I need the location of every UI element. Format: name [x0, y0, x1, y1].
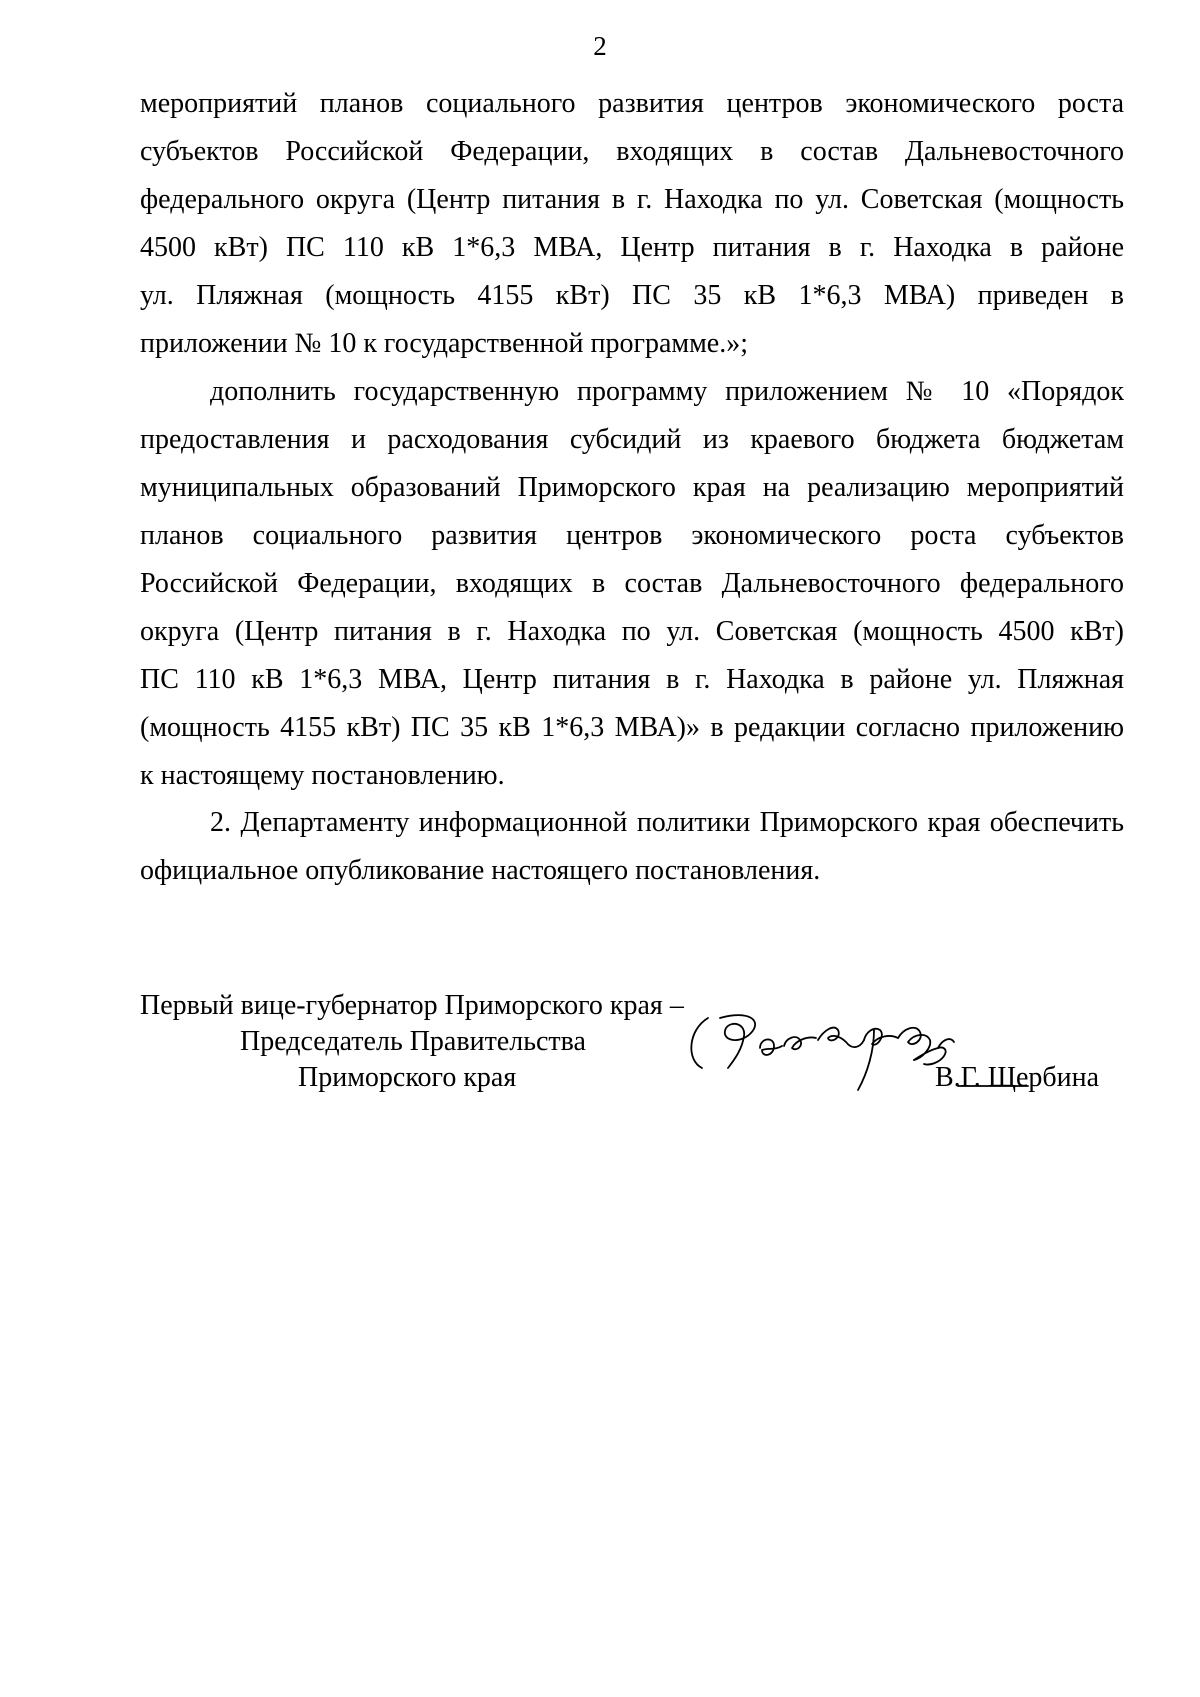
paragraph-supplement: [140, 368, 1124, 800]
text-line: 2. Департаменту информационной политики Приморского края обеспечить: [210, 807, 1124, 838]
signatory-name: В.Г. Щербина: [935, 1062, 1100, 1093]
text-line: федерального округа (Центр питания в г. Находка по ул. Советская (мощность: [140, 184, 1124, 215]
page-number: 2: [593, 31, 607, 61]
text-line: Российской Федерации, входящих в состав Дальневосточного федерального: [140, 568, 1124, 599]
text-line: планов социального развития центров экономического роста субъектов: [140, 520, 1124, 551]
paragraph-continuation: [140, 80, 1124, 368]
text-line: дополнить государственную программу приложением № 10 «Порядок: [210, 376, 1124, 407]
text-line: приложении № 10 к государственной программе.»;: [140, 328, 749, 359]
text-line: мероприятий планов социального развития центров экономического роста: [140, 88, 1124, 119]
text-line: предоставления и расходования субсидий из краевого бюджета бюджетам: [140, 424, 1124, 455]
signatory-title-line-2: Председатель Правительства: [240, 1026, 586, 1057]
signatory-title-line-1: Первый вице-губернатор Приморского края –: [140, 990, 684, 1021]
text-line: к настоящему постановлению.: [140, 760, 505, 791]
text-line: муниципальных образований Приморского края на реализацию мероприятий: [140, 472, 1124, 503]
text-line: ПС 110 кВ 1*6,3 МВА, Центр питания в г. Находка в районе ул. Пляжная: [140, 664, 1124, 695]
text-line: округа (Центр питания в г. Находка по ул. Советская (мощность 4500 кВт): [140, 616, 1124, 647]
signatory-title-line-3: Приморского края: [298, 1062, 517, 1093]
text-line: ул. Пляжная (мощность 4155 кВт) ПС 35 кВ 1*6,3 МВА) приведен в: [140, 280, 1124, 311]
signature-block: [140, 988, 1124, 1098]
text-line: 4500 кВт) ПС 110 кВ 1*6,3 МВА, Центр питания в г. Находка в районе: [140, 232, 1124, 263]
paragraph-item-2: [140, 799, 1124, 895]
text-line: субъектов Российской Федерации, входящих в состав Дальневосточного: [140, 136, 1124, 167]
text-line: (мощность 4155 кВт) ПС 35 кВ 1*6,3 МВА)» в редакции согласно приложению: [140, 712, 1124, 743]
text-line: официальное опубликование настоящего постановления.: [140, 855, 821, 886]
